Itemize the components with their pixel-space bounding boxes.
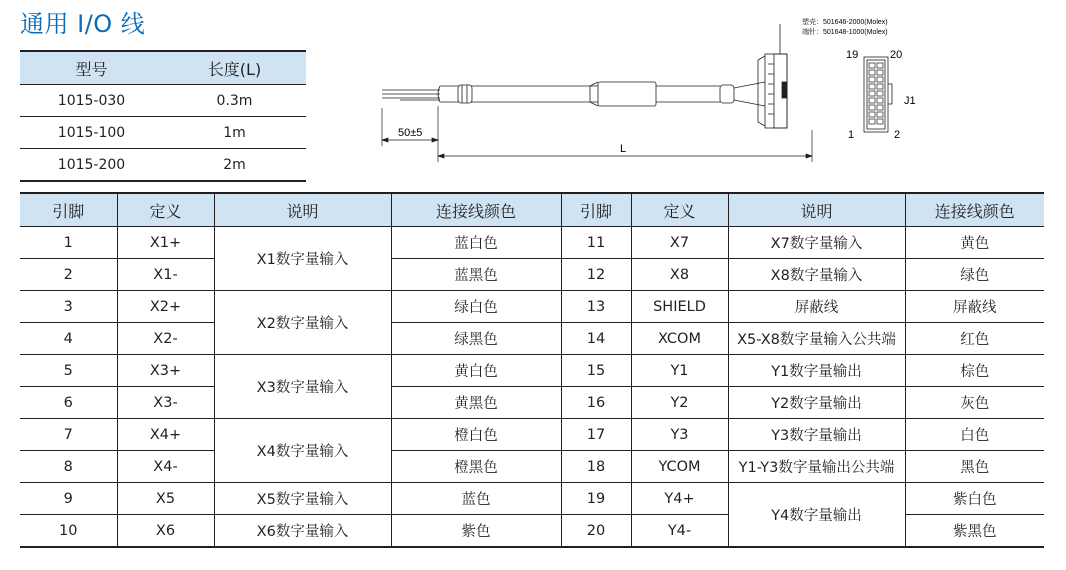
pin-cell: 11 [561,227,631,259]
pin-cell: 19 [561,483,631,515]
definition-cell: X6 [117,515,214,548]
wire-color-cell: 绿色 [905,259,1044,291]
pin-cell: 4 [20,323,117,355]
description-cell: X3数字量输入 [214,355,391,419]
description-cell: Y1数字量输出 [728,355,905,387]
wire-color-cell: 黄色 [905,227,1044,259]
definition-cell: X2- [117,323,214,355]
pin-cell: 15 [561,355,631,387]
definition-cell: X7 [631,227,728,259]
strip-length-label: 50±5 [398,127,423,139]
connector-front-view [864,57,892,132]
length-cell: 0.3m [163,85,306,117]
terminal-label: 端针：501648-1000(Molex) [802,29,888,36]
definition-cell: SHIELD [631,291,728,323]
wire-color-cell: 橙黑色 [391,451,561,483]
pin-cell: 8 [20,451,117,483]
pin-cell: 9 [20,483,117,515]
definition-cell: YCOM [631,451,728,483]
definition-cell: Y1 [631,355,728,387]
pin-20-label: 20 [890,49,903,61]
description-header: 说明 [214,193,391,227]
definition-cell: XCOM [631,323,728,355]
definition-cell: Y2 [631,387,728,419]
table-header-row [20,193,1044,227]
description-cell: Y2数字量输出 [728,387,905,419]
model-cell: 1015-100 [20,117,163,149]
definition-header: 定义 [117,193,214,227]
pin-cell: 20 [561,515,631,548]
wire-color-cell: 屏蔽线 [905,291,1044,323]
pin-cell: 17 [561,419,631,451]
definition-cell: Y4+ [631,483,728,515]
description-header: 说明 [728,193,905,227]
pin-cell: 10 [20,515,117,548]
pin-cell: 18 [561,451,631,483]
description-cell: X5数字量输入 [214,483,391,515]
stripped-wires [382,90,440,100]
pin-cell: 1 [20,227,117,259]
definition-cell: X3+ [117,355,214,387]
definition-cell: Y4- [631,515,728,548]
wire-color-cell: 黄白色 [391,355,561,387]
pin-19-label: 19 [846,49,859,61]
model-cell: 1015-200 [20,149,163,182]
dimension-lines [382,106,812,162]
wire-color-cell: 蓝白色 [391,227,561,259]
description-cell: Y3数字量输出 [728,419,905,451]
pin-cell: 7 [20,419,117,451]
pin-cell: 3 [20,291,117,323]
pin-cell: 5 [20,355,117,387]
pin-cell: 6 [20,387,117,419]
cable-diagram [370,12,930,172]
wire-color-cell: 橙白色 [391,419,561,451]
length-cell: 2m [163,149,306,182]
wire-color-cell: 棕色 [905,355,1044,387]
description-cell: Y4数字量输出 [728,483,905,548]
definition-cell: X1- [117,259,214,291]
description-cell: X5-X8数字量输入公共端 [728,323,905,355]
table-row [20,419,1044,451]
table-row [20,227,1044,259]
wire-color-cell: 黑色 [905,451,1044,483]
cable-jacket [438,82,765,106]
description-cell: X1数字量输入 [214,227,391,291]
description-cell: X6数字量输入 [214,515,391,548]
definition-cell: X1+ [117,227,214,259]
pin-definition-table [20,192,1044,548]
table-row [20,387,1044,419]
cable-length-label: L [620,143,627,155]
table-row [20,117,306,149]
table-row [20,451,1044,483]
definition-cell: Y3 [631,419,728,451]
wire-color-header: 连接线颜色 [391,193,561,227]
pin-cell: 16 [561,387,631,419]
definition-cell: X5 [117,483,214,515]
wire-color-cell: 紫黑色 [905,515,1044,548]
wire-color-cell: 绿白色 [391,291,561,323]
wire-color-cell: 灰色 [905,387,1044,419]
pin-header: 引脚 [20,193,117,227]
description-cell: X4数字量输入 [214,419,391,483]
pin-header: 引脚 [561,193,631,227]
definition-cell: X4- [117,451,214,483]
table-row [20,323,1044,355]
length-header: 长度(L) [163,51,306,85]
shell-label: 塑壳：501646-2000(Molex) [802,19,888,26]
page-title: 通用 I/O 线 [20,10,146,38]
definition-cell: X3- [117,387,214,419]
pin-cell: 14 [561,323,631,355]
description-cell: X7数字量输入 [728,227,905,259]
wire-color-cell: 蓝黑色 [391,259,561,291]
wire-color-cell: 蓝色 [391,483,561,515]
definition-cell: X2+ [117,291,214,323]
table-row [20,259,1044,291]
pin-cell: 12 [561,259,631,291]
connector-label: J1 [904,95,916,107]
description-cell: X2数字量输入 [214,291,391,355]
wire-color-cell: 绿黑色 [391,323,561,355]
pin-cell: 2 [20,259,117,291]
model-header: 型号 [20,51,163,85]
description-cell: Y1-Y3数字量输出公共端 [728,451,905,483]
model-length-table [20,50,306,182]
table-row [20,355,1044,387]
table-row [20,291,1044,323]
pin-2-label: 2 [894,129,901,141]
wire-color-cell: 黄黑色 [391,387,561,419]
wire-color-cell: 紫白色 [905,483,1044,515]
length-cell: 1m [163,117,306,149]
wire-color-cell: 红色 [905,323,1044,355]
description-cell: X8数字量输入 [728,259,905,291]
table-row [20,483,1044,515]
connector-side-view [758,24,787,128]
definition-cell: X8 [631,259,728,291]
definition-cell: X4+ [117,419,214,451]
pin-cell: 13 [561,291,631,323]
wire-color-cell: 紫色 [391,515,561,548]
model-cell: 1015-030 [20,85,163,117]
pin-1-label: 1 [848,129,855,141]
table-header-row [20,51,306,85]
description-cell: 屏蔽线 [728,291,905,323]
definition-header: 定义 [631,193,728,227]
table-row [20,149,306,182]
table-row [20,85,306,117]
wire-color-header: 连接线颜色 [905,193,1044,227]
wire-color-cell: 白色 [905,419,1044,451]
